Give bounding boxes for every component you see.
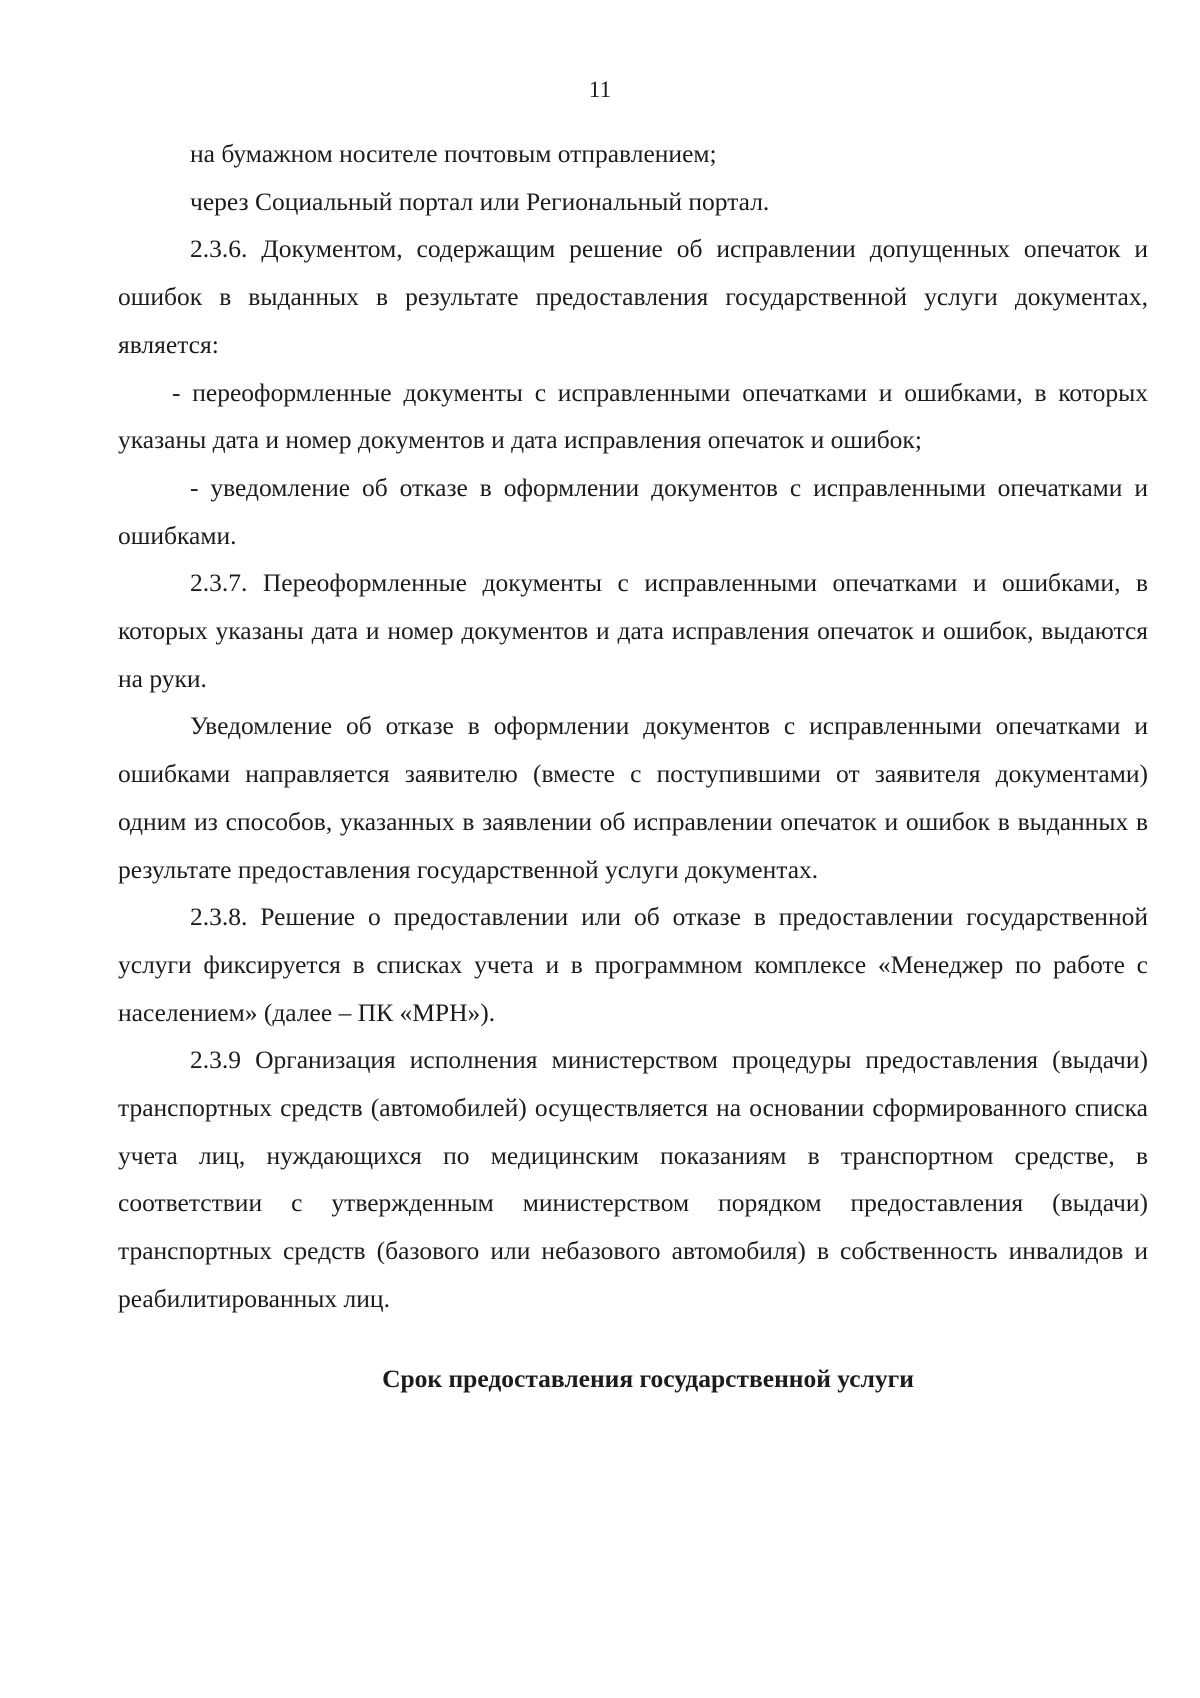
paragraph-delivery-by-portal: через Социальный портал или Региональный портал.	[190, 186, 770, 216]
paragraph-2-3-8: 2.3.8. Решение о предоставлении или об отказе в предоставлении государственной услуги фиксируется в списках учета и в программном комплексе «Менеджер по работе с населением» (далее – ПК «МРН»).	[118, 902, 1148, 1027]
list-item-reissued-documents: - переоформленные документы с исправленными опечатками и ошибками, в которых указаны дата и номер документов и дата исправления опечаток и ошибок;	[118, 377, 1148, 455]
list-item-refusal-notice: - уведомление об отказе в оформлении документов с исправленными опечатками и ошибками.	[118, 472, 1148, 550]
document-body	[118, 130, 1148, 1399]
paragraph-delivery-by-mail: на бумажном носителе почтовым отправлением;	[190, 139, 717, 168]
paragraph-refusal-notice-delivery: Уведомление об отказе в оформлении документов с исправленными опечатками и ошибками направляется заявителю (вместе с поступившими от заявителя документами) одним из способов, указанных в заявлении об исправлении опечаток и ошибок в выданных в результате предоставления государственной услуги документах.	[118, 711, 1148, 884]
section-heading: Срок предоставления государственной услуги	[382, 1363, 914, 1393]
paragraph-2-3-9: 2.3.9 Организация исполнения министерством процедуры предоставления (выдачи) транспортных средств (автомобилей) осуществляется на основании сформированного списка учета лиц, нуждающихся по медицинским показаниям в транспортном средстве, в соответствии с утвержденным министерством порядком предоставления (выдачи) транспортных средств (базового или небазового автомобиля) в собственность инвалидов и реабилитированных лиц.	[118, 1045, 1148, 1313]
paragraph-2-3-7: 2.3.7. Переоформленные документы с исправленными опечатками и ошибками, в которых указаны дата и номер документов и дата исправления опечаток и ошибок, выдаются на руки.	[118, 568, 1148, 693]
paragraph-2-3-6: 2.3.6. Документом, содержащим решение об исправлении допущенных опечаток и ошибок в выданных в результате предоставления государственной услуги документах, является:	[118, 234, 1148, 359]
page-number: 11	[588, 77, 612, 102]
